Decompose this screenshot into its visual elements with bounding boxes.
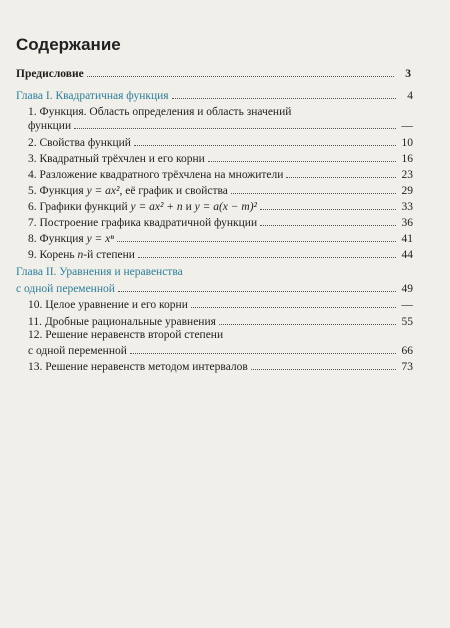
entry-label-continued: функции <box>28 120 72 132</box>
dot-leader <box>191 298 396 308</box>
toc-entry-1-line1[interactable] <box>28 105 291 119</box>
entry-label-suffix: , её график и свойства <box>119 185 228 197</box>
entry-number: 6. <box>28 201 37 213</box>
entry-page: 33 <box>401 201 413 213</box>
formula: y = ax² + n <box>130 201 183 213</box>
entry-label: Решение неравенств второй степени <box>45 329 224 341</box>
toc-entry-10[interactable] <box>28 298 413 312</box>
toc-entry-12-line1[interactable] <box>28 328 223 342</box>
entry-number: 2. <box>28 137 37 149</box>
entry-page: 29 <box>401 185 413 197</box>
toc-entry-5[interactable] <box>28 184 413 198</box>
toc-entry-2[interactable] <box>28 136 413 150</box>
dot-leader <box>260 200 396 210</box>
dot-leader <box>138 248 396 258</box>
entry-label: Свойства функций <box>39 137 131 149</box>
dot-leader <box>260 216 396 226</box>
entry-label: Функция <box>39 233 87 245</box>
chapter-page: 49 <box>401 283 413 295</box>
toc-entry-13[interactable] <box>28 360 413 374</box>
dot-leader <box>219 315 396 325</box>
toc-entry-9[interactable] <box>28 248 413 262</box>
entry-label: Разложение квадратного трёхчлена на множители <box>39 169 284 181</box>
chapter-page: 4 <box>407 90 413 102</box>
entry-number: 7. <box>28 217 37 229</box>
entry-number: 13. <box>28 361 43 373</box>
formula: n <box>77 249 84 261</box>
dot-leader <box>74 119 396 129</box>
entry-number: 3. <box>28 153 37 165</box>
toc-entry-1-line2[interactable] <box>28 119 413 133</box>
chapter-title-continued: с одной переменной <box>16 283 115 295</box>
entry-label: Функция <box>39 185 87 197</box>
entry-page: 66 <box>401 345 413 357</box>
toc-entry-4[interactable] <box>28 168 413 182</box>
toc-entry-6[interactable] <box>28 200 413 214</box>
entry-label: Целое уравнение и его корни <box>45 299 188 311</box>
toc-entry-preface[interactable] <box>16 67 411 81</box>
entry-page: — <box>401 299 413 311</box>
entry-page: 10 <box>401 137 413 149</box>
entry-number: 12. <box>28 329 43 341</box>
formula: y = a(x − m)² <box>194 201 257 213</box>
toc-entry-12-line2[interactable] <box>28 344 413 358</box>
dot-leader <box>208 152 396 162</box>
entry-number: 1. <box>28 106 37 118</box>
entry-label: Дробные рациональные уравнения <box>44 316 216 328</box>
dot-leader <box>130 344 396 354</box>
chapter-title: Глава II. Уравнения и неравенства <box>16 266 183 278</box>
entry-label-continued: с одной переменной <box>28 345 127 357</box>
entry-page: 44 <box>401 249 413 261</box>
entry-page: 36 <box>401 217 413 229</box>
entry-label: Предисловие <box>16 68 84 80</box>
dot-leader <box>87 67 394 77</box>
page-title: Содержание <box>16 35 121 54</box>
entry-number: 8. <box>28 233 37 245</box>
chapter-title: Глава I. Квадратичная функция <box>16 90 169 102</box>
entry-page: 41 <box>401 233 413 245</box>
entry-label: Функция. Область определения и область значений <box>39 106 292 118</box>
entry-number: 10. <box>28 299 43 311</box>
entry-page: 55 <box>401 316 413 328</box>
formula: y = xⁿ <box>86 233 114 245</box>
entry-label-suffix: -й степени <box>83 249 135 261</box>
entry-number: 4. <box>28 169 37 181</box>
toc-entry-3[interactable] <box>28 152 413 166</box>
toc-entry-11[interactable] <box>28 315 413 329</box>
dot-leader <box>251 360 396 370</box>
entry-page: — <box>401 120 413 132</box>
entry-page: 23 <box>401 169 413 181</box>
entry-number: 5. <box>28 185 37 197</box>
entry-page: 73 <box>401 361 413 373</box>
toc-entry-7[interactable] <box>28 216 413 230</box>
entry-label: Квадратный трёхчлен и его корни <box>39 153 205 165</box>
entry-label: Графики функций <box>39 201 131 213</box>
dot-leader <box>118 282 396 292</box>
entry-number: 9. <box>28 249 37 261</box>
entry-label: Построение графика квадратичной функции <box>39 217 258 229</box>
dot-leader <box>231 184 396 194</box>
entry-label: Решение неравенств методом интервалов <box>45 361 248 373</box>
toc-chapter-2-line1[interactable] <box>16 265 183 279</box>
entry-page: 16 <box>401 153 413 165</box>
dot-leader <box>286 168 396 178</box>
conjunction: и <box>182 201 195 213</box>
entry-label: Корень <box>39 249 78 261</box>
dot-leader <box>172 89 396 99</box>
dot-leader <box>134 136 396 146</box>
toc-chapter-2-line2[interactable] <box>16 282 413 296</box>
entry-number: 11. <box>28 316 42 328</box>
formula: y = ax² <box>86 185 120 197</box>
toc-entry-8[interactable] <box>28 232 413 246</box>
entry-page: 3 <box>405 68 411 80</box>
toc-chapter-1[interactable] <box>16 89 413 103</box>
dot-leader <box>117 232 396 242</box>
